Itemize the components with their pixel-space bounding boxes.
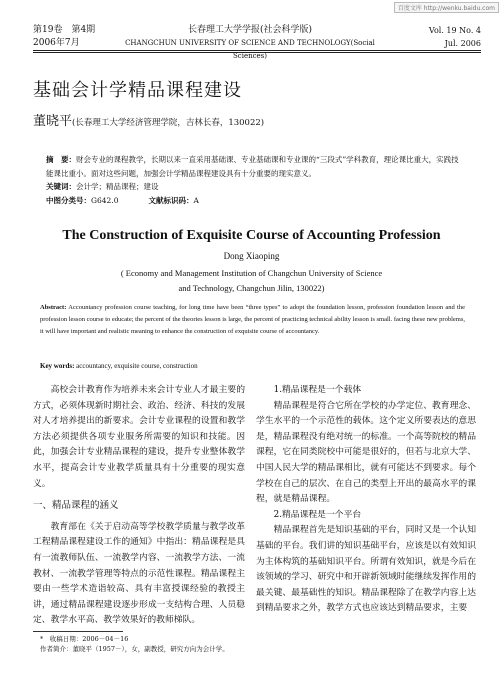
- intro-paragraph: 高校会计教育作为培养未来会计专业人才最主要的方式，必须体现新时期社会、政治、经济、科技的发展对人才培养提出的新要求。会计专业课程的设置和教学方法必须提供各项专业服务所需要的知识和技能。因此，加强会计专业精品课程的建设，提升专业整体教学水平，提高会计专业教学质量具有十分重要的现实意义。: [33, 385, 245, 489]
- abstract-en: [40, 302, 465, 338]
- journal-issue-info: [33, 24, 95, 50]
- keywords-cn: [46, 181, 159, 192]
- volume-issue: 第19卷 第4期: [33, 25, 96, 35]
- author-name-cn: 董晓平: [33, 114, 73, 129]
- abstract-text-cn: 财会专业的课程教学，长期以来一直采用基础课、专业基础课和专业课的“三段式”学科教育，理论课比重大，实践技能课比重小。面对这些问题，加强会计学精品课程建设具有十分重要的现实意义。: [46, 155, 459, 178]
- author-affiliation-cn: (长春理工大学经济管理学院，吉林长春，130022): [72, 118, 265, 128]
- header-rule-secondary: [33, 52, 481, 53]
- abstract-cn: [46, 153, 466, 181]
- keywords-text-en: accountancy, exquisite course, construction: [76, 362, 198, 370]
- keywords-label-en: Key words:: [40, 362, 75, 370]
- author-bio: 作者简介：董晓平（1957－），女，副教授，研究方向为会计学。: [40, 645, 229, 653]
- body-right-column: [256, 383, 476, 617]
- volume-issue-en: Vol. 19 No. 4: [428, 26, 481, 35]
- subsection-1-paragraph: 精品课程是符合它所在学校的办学定位、教育理念、学生水平的一个示范性的载体。这个定义所要表达的意思是，精品课程没有绝对统一的标准。一个高等院校的精品课程，它在同类院校中可能是很好的，但若与北京大学、中国人民大学的精品课相比，就有可能达不到要求。每个学校在自己的层次、在自己的类型上开出的最高水平的课程，就是精品课程。: [256, 400, 476, 505]
- body-left-column: [33, 383, 245, 629]
- abstract-text-en: Accountancy profession course teaching, for long time have been “three types” to adopt the foundation lesson, profession foundation lesson and the profession lesson course to educate; the percent of the theories lesson is large, the percent of practicing technical ability lesson is small. facing these new problems, it will have important and realistic meaning to enhance the construction of exquisite course of accountancy.: [40, 304, 465, 335]
- subsection-2-paragraph: 精品课程首先是知识基础的平台，同时又是一个认知基础的平台。我们讲的知识基础平台，应该是以有效知识为主体构筑的基础知识平台。所谓有效知识，就是今后在该领域的学习、研究中和开辟新领域时能继续发挥作用的最关键、最基础性的知识。精品课程除了在教学内容上达到精品要求之外，教学方式也应该达到精品要求，主要: [256, 525, 476, 614]
- classification-label: 中图分类号：: [46, 196, 91, 205]
- document-code-label: 文献标识码：: [148, 196, 194, 205]
- institution-en: [60, 266, 443, 296]
- document-code: A: [193, 196, 199, 205]
- abstract-label-cn: 摘 要：: [46, 155, 76, 164]
- footnote: [40, 634, 229, 654]
- classification-code: G642.0: [91, 196, 119, 205]
- header-rule: [33, 50, 481, 51]
- institution-en-line1: ( Economy and Management Institution of Changchun University of Science: [120, 268, 383, 278]
- publication-date: 2006年7月: [33, 38, 80, 48]
- journal-name: [110, 24, 390, 63]
- classification-cn: [46, 195, 199, 206]
- footnote-rule: [33, 631, 123, 632]
- section-1-paragraph: 教育部在《关于启动高等学校教学质量与教学改革工程精品课程建设工作的通知》中指出：精品课程是具有一流教师队伍、一流教学内容、一流教学方法、一流教材、一流教学管理等特点的示范性课程。精品课程主要由一些学术造诣较高、具有丰富授课经验的教授主讲，通过精品课程建设逐步形成一支结构合理、人员稳定、教学水平高、教学效果好的教师梯队。: [33, 521, 245, 626]
- watermark-stamp: 百度文库 http://wenku.baidu.com: [394, 2, 499, 13]
- keywords-text-cn: 会计学；精品课程；建设: [76, 182, 159, 191]
- publication-date-en: Jul. 2006: [444, 39, 481, 48]
- author-name-en: Dong Xiaoping: [223, 251, 280, 261]
- keywords-en: [40, 362, 198, 370]
- institution-en-line2: and Technology, Changchun Jilin, 130022): [178, 283, 325, 293]
- journal-issue-info-en: [429, 24, 481, 50]
- article-title-en: The Construction of Exquisite Course of Accounting Profession: [62, 228, 441, 243]
- author-line-cn: [33, 110, 264, 129]
- subsection-heading-2: 2.精品课程是一个平台: [273, 509, 362, 520]
- subsection-heading-1: 1.精品课程是一个载体: [273, 385, 362, 395]
- journal-name-cn: 长春理工大学学报(社会科学版): [187, 25, 313, 35]
- abstract-label-en: Abstract:: [40, 304, 67, 311]
- article-title-cn: 基础会计学精品课程建设: [33, 80, 242, 101]
- section-heading-1: 一、精品课程的涵义: [33, 500, 119, 512]
- received-date: * 收稿日期：2006－04－16: [40, 635, 129, 643]
- journal-name-en: CHANGCHUN UNIVERSITY OF SCIENCE AND TECHNOLOGY(Social Sciences): [125, 39, 375, 60]
- keywords-label-cn: 关键词：: [46, 182, 76, 191]
